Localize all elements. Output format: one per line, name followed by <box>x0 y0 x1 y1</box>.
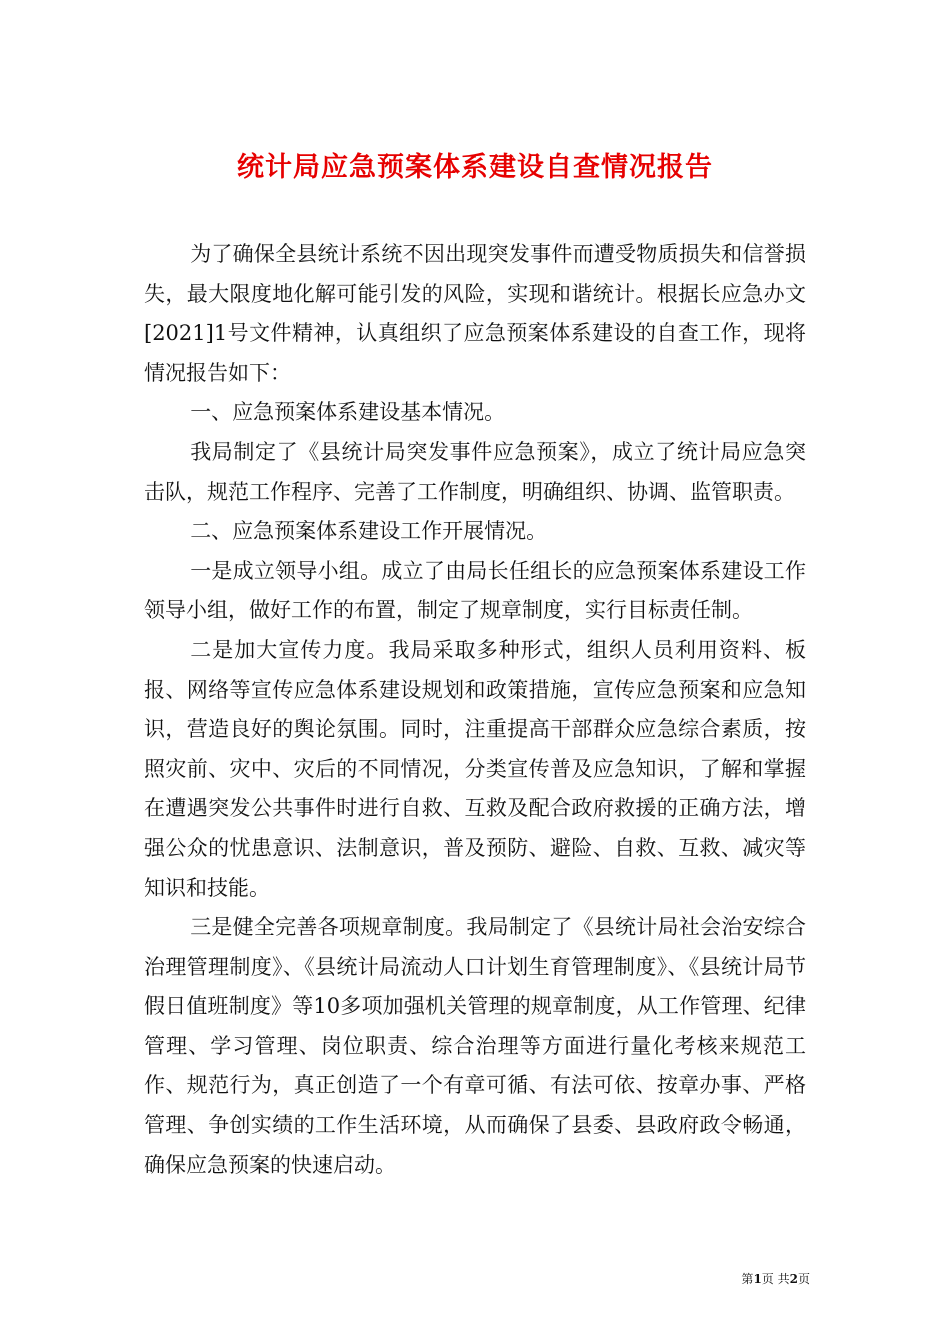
page-number-footer <box>690 1270 810 1288</box>
footer-suffix: 页 <box>797 1272 810 1286</box>
total-page-number: 2 <box>789 1272 798 1286</box>
current-page-number: 1 <box>753 1272 762 1286</box>
paragraph-publicity: 二是加大宣传力度。我局采取多种形式，组织人员利用资料、板报、网络等宣传应急体系建设规划和政策措施，宣传应急预案和应急知识，营造良好的舆论氛围。同时，注重提高干部群众应急综合素质，按照灾前、灾中、灾后的不同情况，分类宣传普及应急知识，了解和掌握在遭遇突发公共事件时进行自救、互救及配合政府救援的正确方法，增强公众的忧患意识、法制意识，普及预防、避险、自救、互救、减灾等知识和技能。 <box>144 637 806 900</box>
section-heading-1: 一、应急预案体系建设基本情况。 <box>190 400 506 425</box>
footer-middle: 页 共 <box>761 1272 790 1286</box>
paragraph-basic-situation: 我局制定了《县统计局突发事件应急预案》，成立了统计局应急突击队，规范工作程序、完善了工作制度，明确组织、协调、监管职责。 <box>144 439 806 504</box>
document-body <box>144 235 806 1185</box>
paragraph-intro: 为了确保全县统计系统不因出现突发事件而遭受物质损失和信誉损失，最大限度地化解可能引发的风险，实现和谐统计。根据长应急办文[2021]1号文件精神，认真组织了应急预案体系建设的自查工作，现将情况报告如下： <box>144 242 806 385</box>
paragraph-leadership-group: 一是成立领导小组。成立了由局长任组长的应急预案体系建设工作领导小组，做好工作的布置，制定了规章制度，实行目标责任制。 <box>144 558 806 623</box>
document-title: 统计局应急预案体系建设自查情况报告 <box>237 152 713 184</box>
footer-prefix: 第 <box>741 1272 754 1286</box>
paragraph-regulations: 三是健全完善各项规章制度。我局制定了《县统计局社会治安综合治理管理制度》、《县统计局流动人口计划生育管理制度》、《县统计局节假日值班制度》等10多项加强机关管理的规章制度，从工作管理、纪律管理、学习管理、岗位职责、综合治理等方面进行量化考核来规范工作、规范行为，真正创造了一个有章可循、有法可依、按章办事、严格管理、争创实绩的工作生活环境，从而确保了县委、县政府政令畅通，确保应急预案的快速启动。 <box>144 915 806 1177</box>
section-heading-2: 二、应急预案体系建设工作开展情况。 <box>190 519 548 544</box>
